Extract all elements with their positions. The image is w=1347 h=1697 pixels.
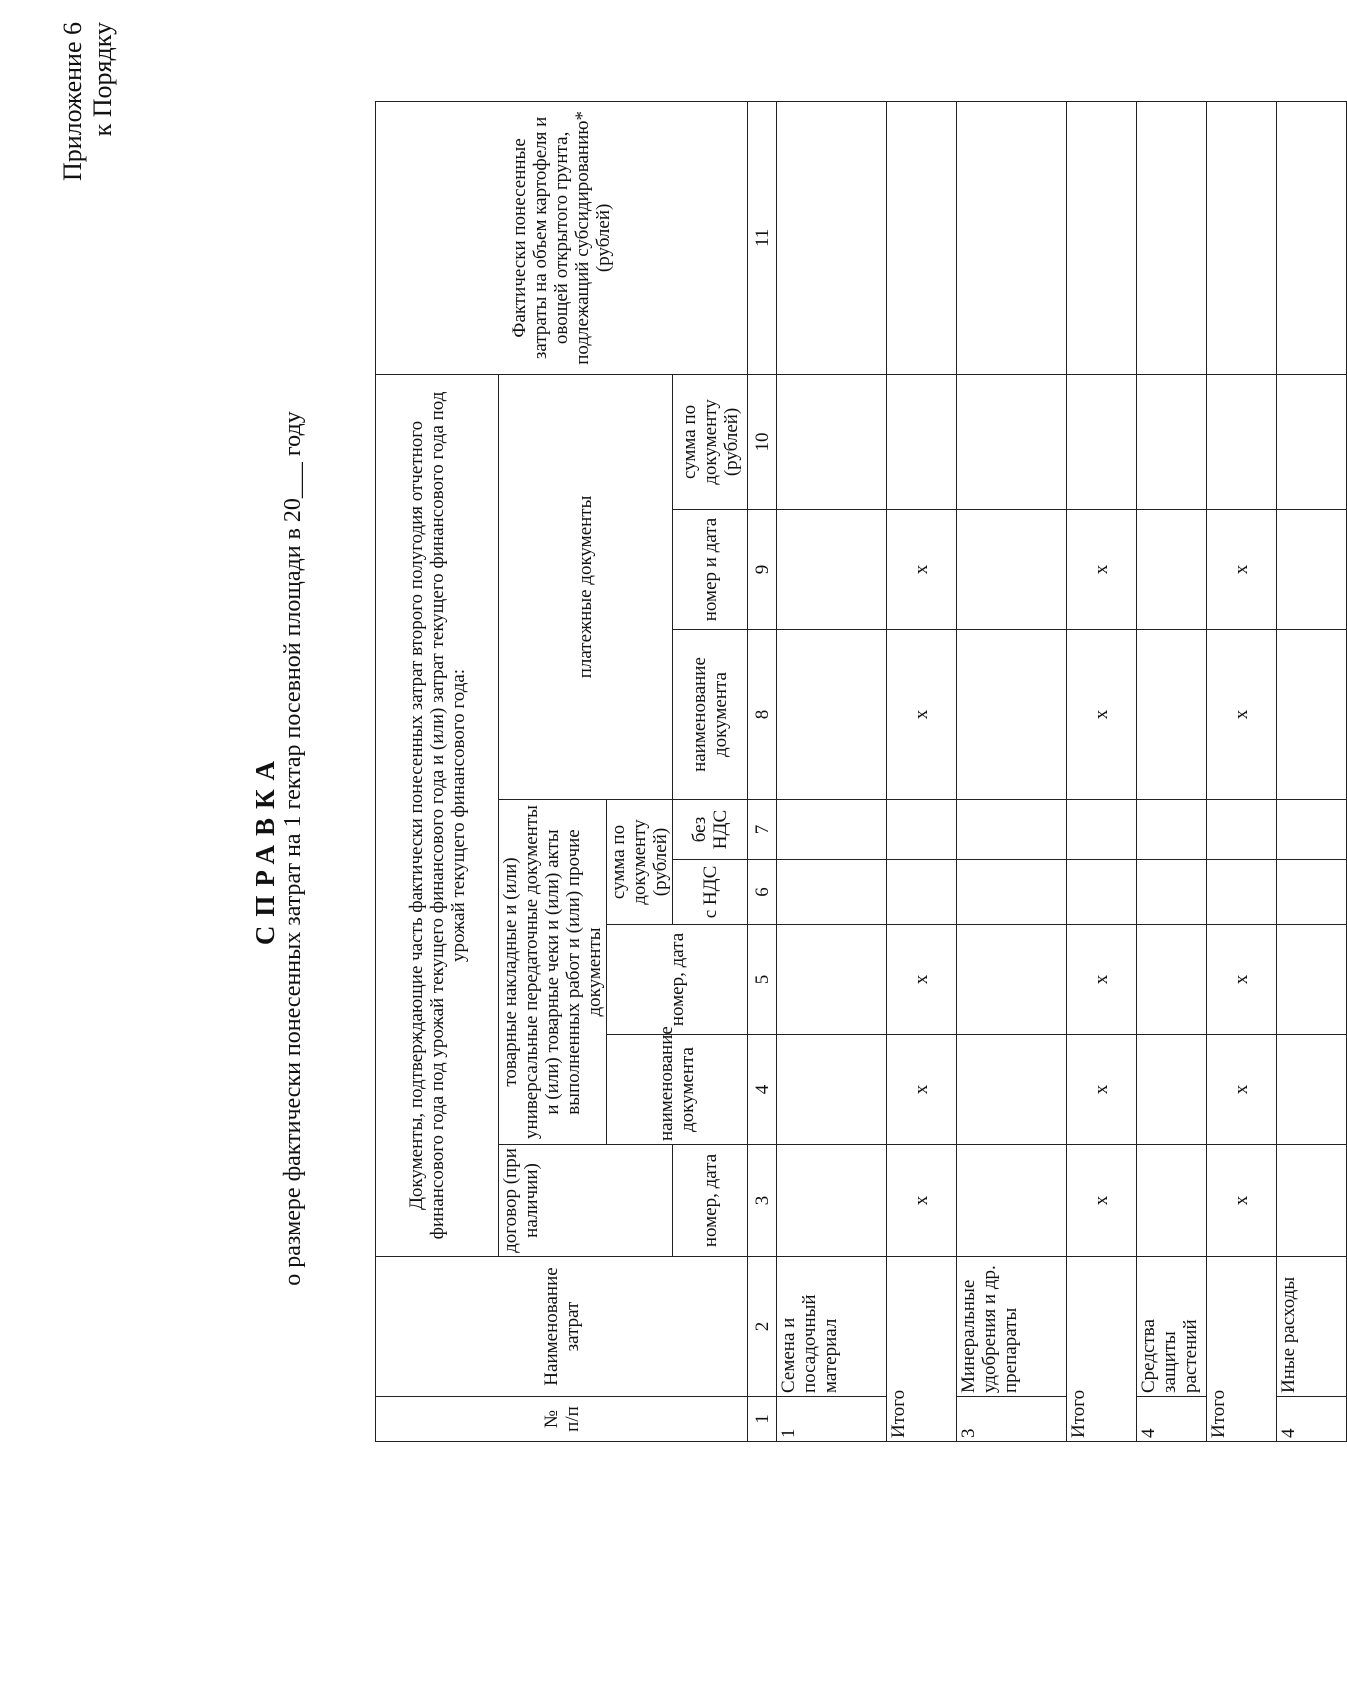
empty-cell bbox=[887, 374, 957, 509]
header-wb-name: наименование документа bbox=[607, 1035, 748, 1145]
x-mark-cell: x bbox=[1067, 1145, 1137, 1257]
empty-cell bbox=[1207, 860, 1277, 925]
header-vat-with: с НДС bbox=[673, 860, 748, 925]
row-expense-name: Минеральные удобрения и др. препараты bbox=[957, 1257, 1067, 1397]
empty-cell bbox=[1137, 925, 1207, 1035]
empty-cell bbox=[1277, 1145, 1347, 1257]
row-expense-name: Семена и посадочный материал bbox=[777, 1257, 887, 1397]
appendix-note bbox=[58, 22, 118, 212]
empty-cell bbox=[1277, 101, 1347, 374]
empty-cell bbox=[777, 925, 887, 1035]
header-num: № п/п bbox=[376, 1397, 748, 1442]
row-expense-name: Иные расходы bbox=[1277, 1257, 1347, 1397]
empty-cell bbox=[957, 630, 1067, 800]
x-mark-cell: x bbox=[1207, 1035, 1277, 1145]
empty-cell bbox=[1207, 374, 1277, 509]
column-number: 7 bbox=[748, 800, 777, 860]
column-number: 5 bbox=[748, 925, 777, 1035]
empty-cell bbox=[777, 101, 887, 374]
column-number: 2 bbox=[748, 1257, 777, 1397]
empty-cell bbox=[957, 510, 1067, 630]
empty-cell bbox=[1067, 860, 1137, 925]
empty-cell bbox=[1137, 374, 1207, 509]
empty-cell bbox=[1207, 101, 1277, 374]
column-number: 4 bbox=[748, 1035, 777, 1145]
document-title: СПРАВКА bbox=[250, 751, 280, 946]
column-number: 3 bbox=[748, 1145, 777, 1257]
column-number: 9 bbox=[748, 510, 777, 630]
row-number: 3 bbox=[957, 1397, 1067, 1442]
empty-cell bbox=[777, 800, 887, 860]
header-documents: Документы, подтверждающие часть фактически понесенных затрат второго полугодия отчетного финансового года под урожай текущего финансового года и (или) затрат текущего финансового года под урожай текущего финансового года: bbox=[376, 374, 499, 1256]
empty-cell bbox=[777, 374, 887, 509]
empty-cell bbox=[957, 101, 1067, 374]
empty-cell bbox=[887, 101, 957, 374]
empty-cell bbox=[1277, 1035, 1347, 1145]
empty-cell bbox=[887, 860, 957, 925]
expense-table bbox=[375, 101, 1347, 1442]
empty-cell bbox=[887, 800, 957, 860]
empty-cell bbox=[957, 800, 1067, 860]
column-numbers-row bbox=[748, 101, 777, 1441]
x-mark-cell: x bbox=[887, 510, 957, 630]
empty-cell bbox=[1137, 800, 1207, 860]
empty-cell bbox=[1137, 1145, 1207, 1257]
column-number: 10 bbox=[748, 374, 777, 509]
row-total-label: Итого bbox=[1067, 1257, 1137, 1442]
document-subtitle: о размере фактически понесенных затрат на 1 гектар посевной площади в 20___ году bbox=[280, 411, 306, 1286]
empty-cell bbox=[777, 860, 887, 925]
row-total-label: Итого bbox=[1207, 1257, 1277, 1442]
empty-cell bbox=[1277, 860, 1347, 925]
empty-cell bbox=[957, 374, 1067, 509]
header-contract-numdate: номер, дата bbox=[673, 1145, 748, 1257]
header-payments: платежные документы bbox=[499, 374, 673, 799]
row-number: 1 bbox=[777, 1397, 887, 1442]
header-name: Наименование затрат bbox=[376, 1257, 748, 1397]
empty-cell bbox=[1067, 101, 1137, 374]
x-mark-cell: x bbox=[887, 1145, 957, 1257]
empty-cell bbox=[1137, 101, 1207, 374]
x-mark-cell: x bbox=[1067, 925, 1137, 1035]
x-mark-cell: x bbox=[1067, 630, 1137, 800]
table-row bbox=[777, 101, 887, 1441]
header-pay-name: наименование документа bbox=[673, 630, 748, 800]
x-mark-cell: x bbox=[1207, 510, 1277, 630]
empty-cell bbox=[1067, 374, 1137, 509]
row-number: 4 bbox=[1137, 1397, 1207, 1442]
empty-cell bbox=[1277, 630, 1347, 800]
empty-cell bbox=[957, 860, 1067, 925]
empty-cell bbox=[1277, 510, 1347, 630]
header-actual-costs: Фактически понесенные затраты на объем картофеля и овощей открытого грунта, подлежащий субсидированию* (рублей) bbox=[376, 101, 748, 374]
empty-cell bbox=[777, 1145, 887, 1257]
x-mark-cell: x bbox=[887, 1035, 957, 1145]
header-vat-without: без НДС bbox=[673, 800, 748, 860]
appendix-line-1: Приложение 6 bbox=[58, 22, 87, 182]
column-number: 11 bbox=[748, 101, 777, 374]
x-mark-cell: x bbox=[1067, 1035, 1137, 1145]
empty-cell bbox=[1137, 510, 1207, 630]
empty-cell bbox=[1067, 800, 1137, 860]
header-contract: договор (при наличии) bbox=[499, 1145, 673, 1257]
row-total-label: Итого bbox=[887, 1257, 957, 1442]
table-row bbox=[1207, 101, 1277, 1441]
appendix-line-2: к Порядку bbox=[88, 22, 117, 137]
empty-cell bbox=[777, 510, 887, 630]
column-number: 6 bbox=[748, 860, 777, 925]
header-pay-sum: сумма по документу (рублей) bbox=[673, 374, 748, 509]
header-pay-numdate: номер и дата bbox=[673, 510, 748, 630]
table-row bbox=[887, 101, 957, 1441]
x-mark-cell: x bbox=[887, 925, 957, 1035]
empty-cell bbox=[957, 1035, 1067, 1145]
empty-cell bbox=[1207, 800, 1277, 860]
table-row bbox=[1277, 101, 1347, 1441]
row-number: 4 bbox=[1277, 1397, 1347, 1442]
table-body bbox=[777, 101, 1347, 1441]
empty-cell bbox=[1137, 1035, 1207, 1145]
empty-cell bbox=[957, 1145, 1067, 1257]
header-wb-numdate: номер, дата bbox=[607, 925, 748, 1035]
x-mark-cell: x bbox=[1207, 630, 1277, 800]
x-mark-cell: x bbox=[887, 630, 957, 800]
x-mark-cell: x bbox=[1207, 925, 1277, 1035]
empty-cell bbox=[1137, 860, 1207, 925]
table-row bbox=[957, 101, 1067, 1441]
empty-cell bbox=[957, 925, 1067, 1035]
header-waybills: товарные накладные и (или) универсальные передаточные документы и (или) товарные чеки и (или) акты выполненных работ и (или) прочие документы bbox=[499, 800, 607, 1145]
table-row bbox=[1137, 101, 1207, 1441]
x-mark-cell: x bbox=[1067, 510, 1137, 630]
empty-cell bbox=[777, 1035, 887, 1145]
empty-cell bbox=[1277, 374, 1347, 509]
column-number: 1 bbox=[748, 1397, 777, 1442]
empty-cell bbox=[1277, 800, 1347, 860]
empty-cell bbox=[1277, 925, 1347, 1035]
column-number: 8 bbox=[748, 630, 777, 800]
row-expense-name: Средства защиты растений bbox=[1137, 1257, 1207, 1397]
empty-cell bbox=[777, 630, 887, 800]
table-row bbox=[1067, 101, 1137, 1441]
x-mark-cell: x bbox=[1207, 1145, 1277, 1257]
empty-cell bbox=[1137, 630, 1207, 800]
header-wb-sum: сумма по документу (рублей) bbox=[607, 800, 673, 925]
